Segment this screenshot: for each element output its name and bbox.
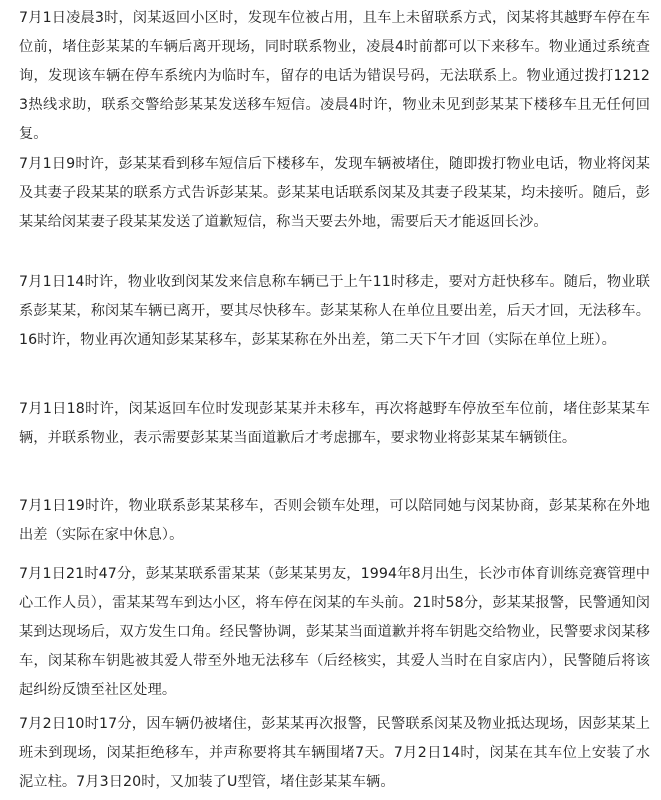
paragraph-0701-1400: 7月1日14时许，物业收到闵某发来信息称车辆已于上午11时移走，要对方赶快移车。随后，物业联系彭某某，称闵某车辆已离开，要其尽快移车。彭某某称人在单位且要出差，后天才回，无法移车。16时许，物业再次通知彭某某移车，彭某某称在外出差，第二天下午才回（实际在单位上班）。 xyxy=(19,274,650,348)
paragraph-0701-1900: 7月1日19时许，物业联系彭某某移车，否则会锁车处理，可以陪同她与闵某协商，彭某某称在外地出差（实际在家中休息）。 xyxy=(19,498,650,543)
paragraph-0701-0300: 7月1日凌晨3时，闵某返回小区时，发现车位被占用，且车上未留联系方式，闵某将其越野车停在车位前，堵住彭某某的车辆后离开现场，同时联系物业，凌晨4时前都可以下来移车。物业通过系统查询，发现该车辆在停车系统内为临时车，留存的电话为错误号码，无法联系上。物业通过拨打12123热线求助，联系交警给彭某某发送移车短信。凌晨4时许，物业未见到彭某某下楼移车且无任何回复。 xyxy=(19,10,650,142)
paragraph-0702-1017: 7月2日10时17分，因车辆仍被堵住，彭某某再次报警，民警联系闵某及物业抵达现场，因彭某某上班未到现场，闵某拒绝移车，并声称要将其车辆围堵7天。7月2日14时，闵某在其车位上安装了水泥立柱。7月3日20时，又加装了U型管，堵住彭某某车辆。 xyxy=(19,716,650,790)
paragraph-0701-2147: 7月1日21时47分，彭某某联系雷某某（彭某某男友，1994年8月出生，长沙市体育训练竞赛管理中心工作人员），雷某某驾车到达小区，将车停在闵某的车头前。21时58分，彭某某报警，民警通知闵某到达现场后，双方发生口角。经民警协调，彭某某当面道歉并将车钥匙交给物业，民警要求闵某移车，闵某称车钥匙被其爱人带至外地无法移车（后经核实，其爱人当时在自家店内），民警随后将该起纠纷反馈至社区处理。 xyxy=(19,566,650,698)
paragraph-0701-1800: 7月1日18时许，闵某返回车位时发现彭某某并未移车，再次将越野车停放至车位前，堵住彭某某车辆，并联系物业，表示需要彭某某当面道歉后才考虑挪车，要求物业将彭某某车辆锁住。 xyxy=(19,401,650,446)
paragraph-0701-0900: 7月1日9时许，彭某某看到移车短信后下楼移车，发现车辆被堵住，随即拨打物业电话，物业将闵某及其妻子段某某的联系方式告诉彭某某。彭某某电话联系闵某及其妻子段某某，均未接听。随后，彭某某给闵某妻子段某某发送了道歉短信，称当天要去外地，需要后天才能返回长沙。 xyxy=(19,156,650,230)
